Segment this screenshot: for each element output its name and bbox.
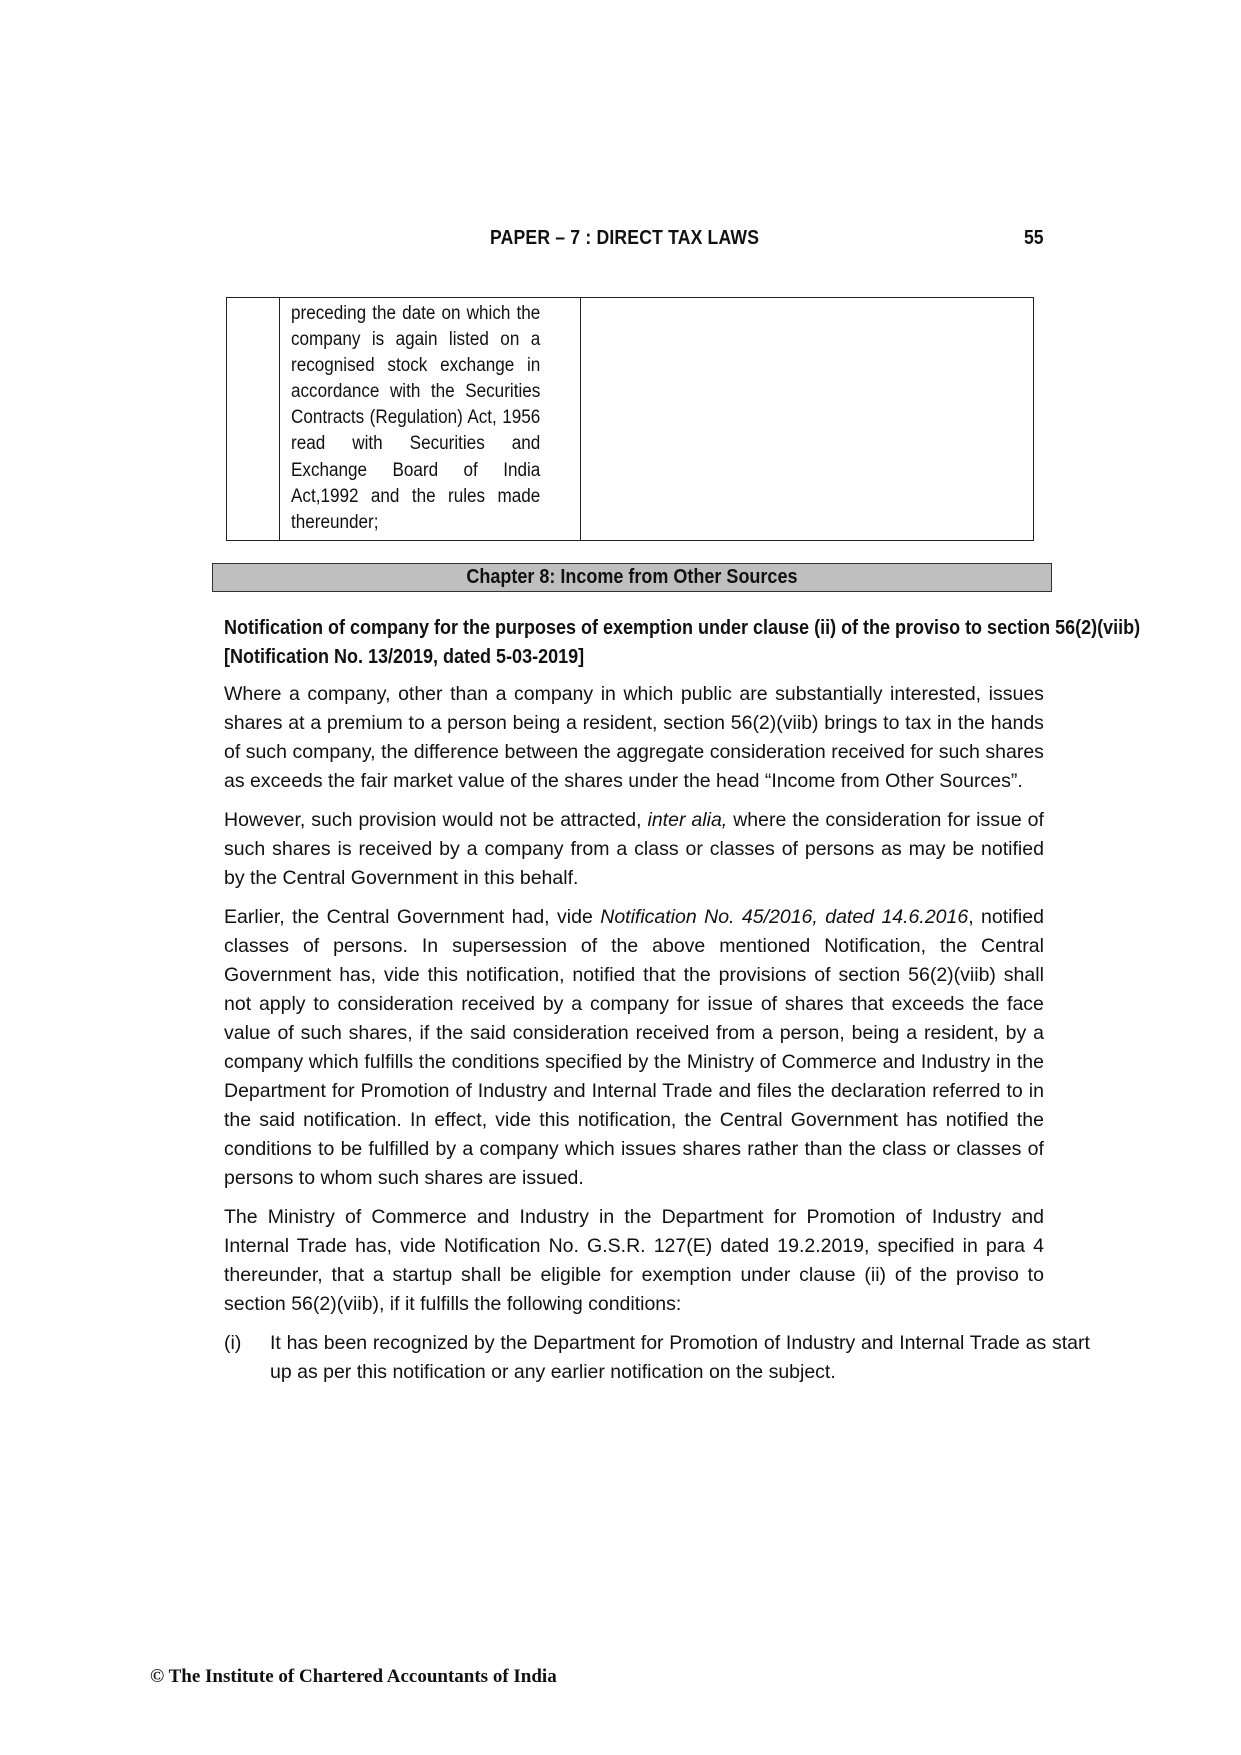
section-content xyxy=(224,614,1241,1397)
table-cell-empty xyxy=(581,298,1034,541)
section-heading: Notification of company for the purposes of exemption under clause (ii) of the proviso to section 56(2)(viib) [Notification No. 13/2019, dated 5-03-2019] xyxy=(224,617,1141,668)
table-row xyxy=(227,298,1034,541)
table-cell-number xyxy=(227,298,280,541)
paragraph-2-text-b: where the consideration for issue of such shares is received by a company from a class or classes of persons as may be notified by the Central Government in this behalf. xyxy=(224,809,1044,889)
list-item-text: It has been recognized by the Department for Promotion of Industry and Internal Trade as start up as per this notification or any earlier notification on the subject. xyxy=(269,1332,1090,1383)
chapter-title: Chapter 8: Income from Other Sources xyxy=(466,566,798,588)
continuation-table xyxy=(226,297,1034,541)
paragraph-3-text-b: , notified classes of persons. In supersession of the above mentioned Notification, the Central Government has, vide this notification, notified that the provisions of section 56(2)(viib) shall not apply to consideration received by a company for issue of shares that exceeds the face value of such shares, if the said consideration received from a person, being a resident, by a company which fulfills the conditions specified by the Ministry of Commerce and Industry in the Department for Promotion of Industry and Internal Trade and files the declaration referred to in the said notification. In effect, vide this notification, the Central Government has notified the conditions to be fulfilled by a company which issues shares rather than the class or classes of persons to whom such shares are issued. xyxy=(224,906,1044,1189)
paragraph-2-text-a: However, such provision would not be attracted, xyxy=(224,809,648,831)
paragraph-3-italic: Notification No. 45/2016, dated 14.6.2016 xyxy=(600,906,969,928)
paragraph-2-italic: inter alia, xyxy=(647,809,728,831)
page-number: 55 xyxy=(1024,227,1044,249)
paragraph-1: Where a company, other than a company in which public are substantially interested, issues shares at a premium to a person being a resident, section 56(2)(viib) brings to tax in the hands of such company, the difference between the aggregate consideration received for such shares as exceeds the fair market value of the shares under the head “Income from Other Sources”. xyxy=(224,683,1044,792)
table-cell-text: preceding the date on which the company is again listed on a recognised stock exchange in accordance with the Securities Contracts (Regulation) Act, 1956 read with Securities and Exchange Board of India Act,1992 and the rules made thereunder; xyxy=(291,303,541,533)
paragraph-4: The Ministry of Commerce and Industry in the Department for Promotion of Industry and Internal Trade has, vide Notification No. G.S.R. 127(E) dated 19.2.2019, specified in para 4 thereunder, that a startup shall be eligible for exemption under clause (ii) of the proviso to section 56(2)(viib), if it fulfills the following conditions: xyxy=(224,1206,1044,1315)
list-marker: (i) xyxy=(224,1332,242,1354)
paragraph-2 xyxy=(224,806,1044,893)
paragraph-3-text-a: Earlier, the Central Government had, vide xyxy=(224,906,601,928)
table-cell-condition xyxy=(280,298,581,541)
list-item xyxy=(224,1329,1090,1387)
footer-copyright: © The Institute of Chartered Accountants of India xyxy=(150,1666,557,1687)
chapter-banner xyxy=(212,563,1052,592)
running-header-title: PAPER – 7 : DIRECT TAX LAWS xyxy=(490,227,760,249)
paragraph-3 xyxy=(224,903,1044,1193)
